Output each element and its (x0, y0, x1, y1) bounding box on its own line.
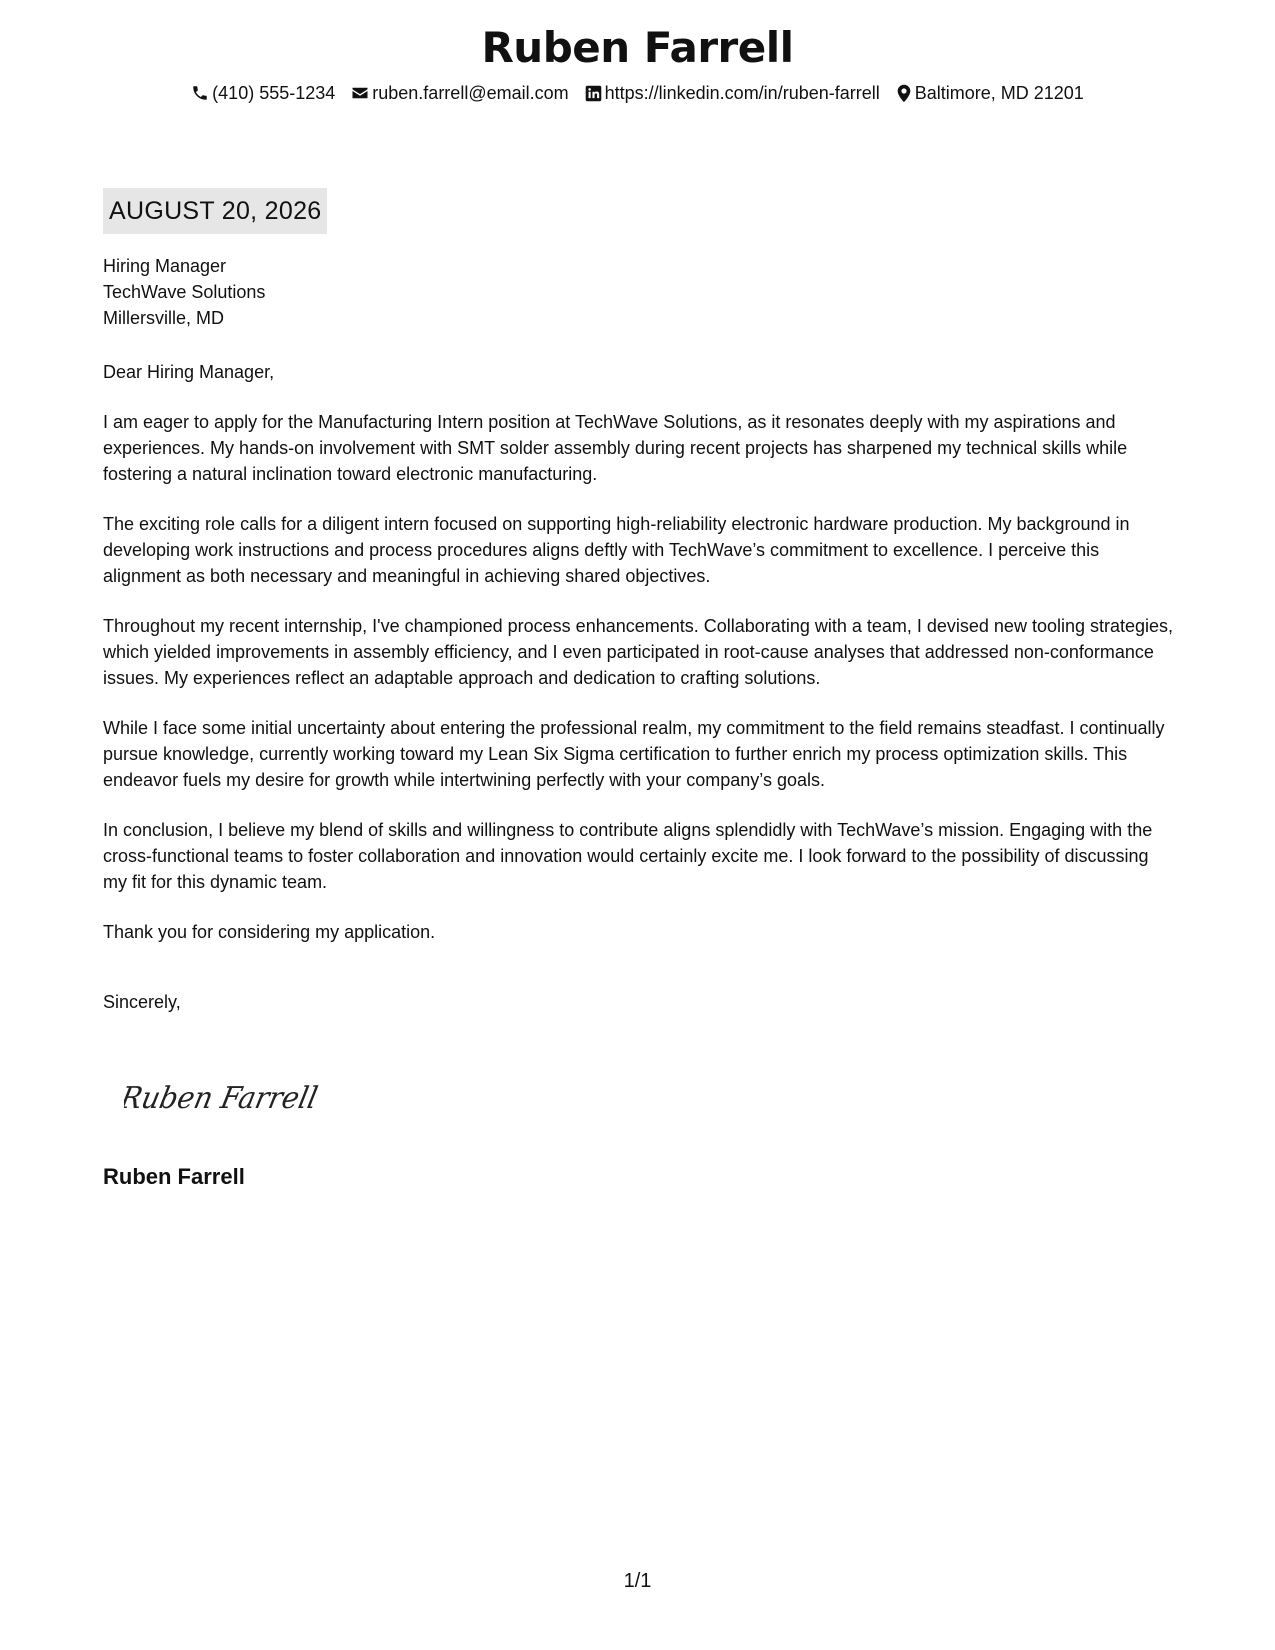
contact-phone (191, 80, 335, 106)
contact-email[interactable] (351, 80, 568, 106)
contact-location (896, 80, 1084, 106)
signature-script: Ruben Farrell (124, 1081, 334, 1116)
paragraph-3: Throughout my recent internship, I've championed process enhancements. Collaborating with a team, I devised new tooling strategies, which yielded improvements in assembly efficiency, and I even participated in root-cause analyses that addressed non-conformance issues. My experiences reflect an adaptable approach and dedication to crafting solutions. (103, 616, 1174, 688)
salutation: Dear Hiring Manager, (103, 362, 275, 382)
location-text: Baltimore, MD 21201 (914, 83, 1084, 103)
phone-text: (410) 555-1234 (212, 83, 336, 103)
contact-linkedin[interactable] (585, 80, 880, 106)
letter-body (103, 253, 1175, 1015)
signer-name: Ruben Farrell (103, 1164, 245, 1189)
recipient-title: Hiring Manager (103, 256, 227, 276)
applicant-name: Ruben Farrell (481, 23, 794, 72)
recipient-company: TechWave Solutions (103, 282, 266, 302)
map-pin-icon (896, 84, 912, 103)
thank-you-line: Thank you for considering my application. (103, 922, 436, 942)
letterhead (0, 18, 1275, 106)
letter-date: AUGUST 20, 2026 (103, 188, 327, 234)
linkedin-text: https://linkedin.com/in/ruben-farrell (604, 83, 880, 103)
linkedin-icon (585, 85, 602, 102)
envelope-icon (351, 84, 369, 102)
contact-bar (0, 80, 1275, 106)
paragraph-5: In conclusion, I believe my blend of skills and willingness to contribute aligns splendidly with TechWave’s mission. Engaging with the cross-functional teams to foster collaboration and innovation would certainly excite me. I look forward to the possibility of discussing my fit for this dynamic team. (103, 820, 1153, 892)
paragraph-1: I am eager to apply for the Manufacturing Intern position at TechWave Solutions, as it resonates deeply with my aspirations and experiences. My hands-on involvement with SMT solder assembly during recent projects has sharpened my technical skills while fostering a natural inclination toward electronic manufacturing. (103, 412, 1128, 484)
recipient-block (103, 253, 1175, 331)
recipient-location: Millersville, MD (103, 308, 224, 328)
paragraph-2: The exciting role calls for a diligent intern focused on supporting high-reliability electronic hardware production. My background in developing work instructions and process procedures aligns deftly with TechWave’s commitment to excellence. I perceive this alignment as both necessary and meaningful in achieving shared objectives. (103, 514, 1130, 586)
phone-icon (191, 84, 209, 102)
signature-image (124, 1074, 334, 1123)
closing: Sincerely, (103, 992, 181, 1012)
page-number: 1/1 (623, 1570, 652, 1592)
email-text: ruben.farrell@email.com (372, 83, 569, 103)
paragraph-4: While I face some initial uncertainty about entering the professional realm, my commitment to the field remains steadfast. I continually pursue knowledge, currently working toward my Lean Six Sigma certification to further enrich my process optimization skills. This endeavor fuels my desire for growth while intertwining perfectly with your company’s goals. (103, 718, 1165, 790)
